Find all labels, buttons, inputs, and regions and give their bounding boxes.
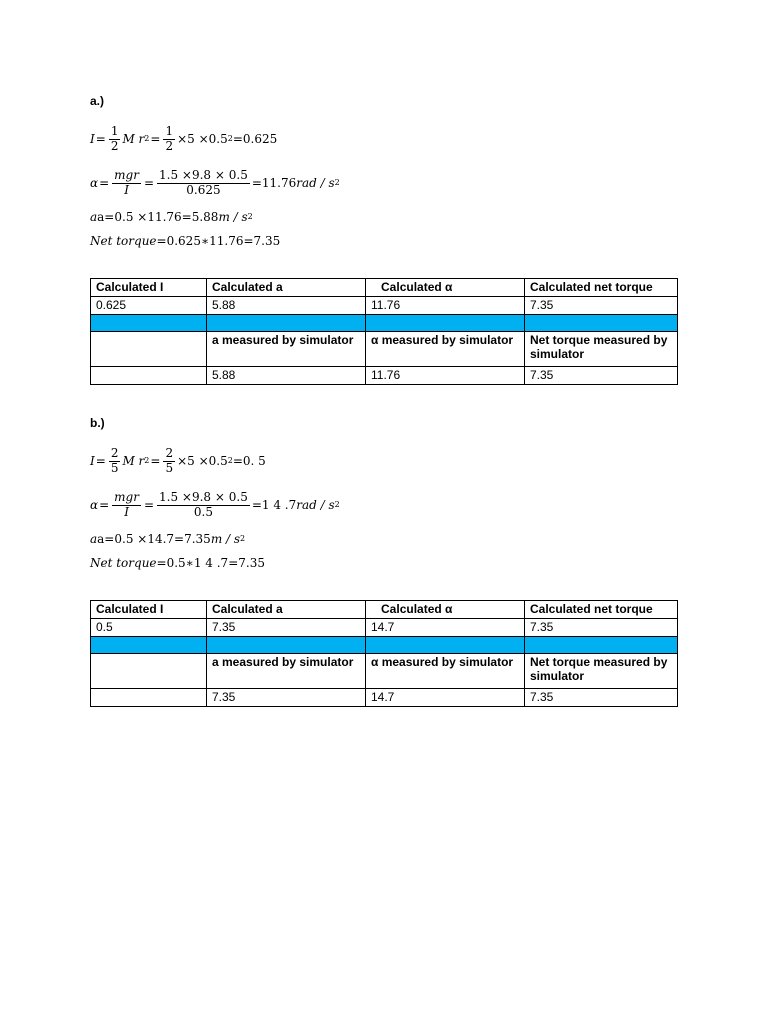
table-cell: Calculated α [366,601,525,619]
table-cell [91,332,207,367]
table-cell: Calculated I [91,279,207,297]
separator-row [91,637,678,654]
table-cell: 7.35 [207,689,366,707]
table-cell [91,367,207,385]
part-a-label: a.) [90,94,105,108]
part-a-results-table [90,278,678,385]
angular-acceleration-equation: α = $\frac{\text{mgr}}{I}$ = $\frac{1.5 \times 9.8 \times 0.5}{0.5}$ =1 4 .7 rad / s 2 [90,489,340,519]
table-cell: Calculated a [207,601,366,619]
table-cell: Calculated α [366,279,525,297]
table-cell: 5.88 [207,367,366,385]
measured-header-row [91,654,678,689]
table-cell: Net torque measured by simulator [525,654,678,689]
part-a-section [90,94,690,382]
table-cell: 11.76 [366,297,525,315]
table-row [91,689,678,707]
table-cell: α measured by simulator [366,332,525,367]
table-cell: 0.625 [91,297,207,315]
table-cell: 7.35 [525,619,678,637]
part-b-label: b.) [90,416,105,430]
table-cell: 5.88 [207,297,366,315]
table-cell: Calculated net torque [525,601,678,619]
table-cell: 7.35 [207,619,366,637]
table-cell: α measured by simulator [366,654,525,689]
table-cell: Net torque measured by simulator [525,332,678,367]
table-cell: 7.35 [525,297,678,315]
table-cell: Calculated net torque [525,279,678,297]
table-row [91,619,678,637]
table-header-row [91,279,678,297]
table-row [91,297,678,315]
linear-acceleration-equation: a a=0.5 ×11.76=5.88 m / s 2 [90,210,253,224]
net-torque-equation: Net torque =0.625∗11.76=7.35 [90,234,281,248]
table-row [91,367,678,385]
measured-header-row [91,332,678,367]
part-b-section [90,416,690,704]
table-cell: 14.7 [366,689,525,707]
table-cell [91,654,207,689]
net-torque-equation: Net torque =0.5∗1 4 .7=7.35 [90,556,265,570]
table-cell: 7.35 [525,367,678,385]
table-cell: 14.7 [366,619,525,637]
table-cell: 7.35 [525,689,678,707]
linear-acceleration-equation: a a=0.5 ×14.7=7.35 m / s 2 [90,532,246,546]
part-b-results-table [90,600,678,707]
separator-row [91,315,678,332]
table-header-row [91,601,678,619]
table-cell: Calculated I [91,601,207,619]
table-cell: a measured by simulator [207,654,366,689]
table-cell: 11.76 [366,367,525,385]
table-cell [91,689,207,707]
moment-of-inertia-equation: I = $\frac{2}{5}$ M r 2 = $\frac{2}{5}$ ×5 ×0.5 2 =0. 5 [90,445,266,475]
table-cell: Calculated a [207,279,366,297]
moment-of-inertia-equation: I = $\frac{1}{2}$ M r 2 = $\frac{1}{2}$ ×5 ×0.5 2 =0.625 [90,123,278,153]
table-cell: a measured by simulator [207,332,366,367]
table-cell: 0.5 [91,619,207,637]
angular-acceleration-equation: α = $\frac{\text{mgr}}{I}$ = $\frac{1.5 \times 9.8 \times 0.5}{0.625}$ =11.76 rad / s 2 [90,167,340,197]
